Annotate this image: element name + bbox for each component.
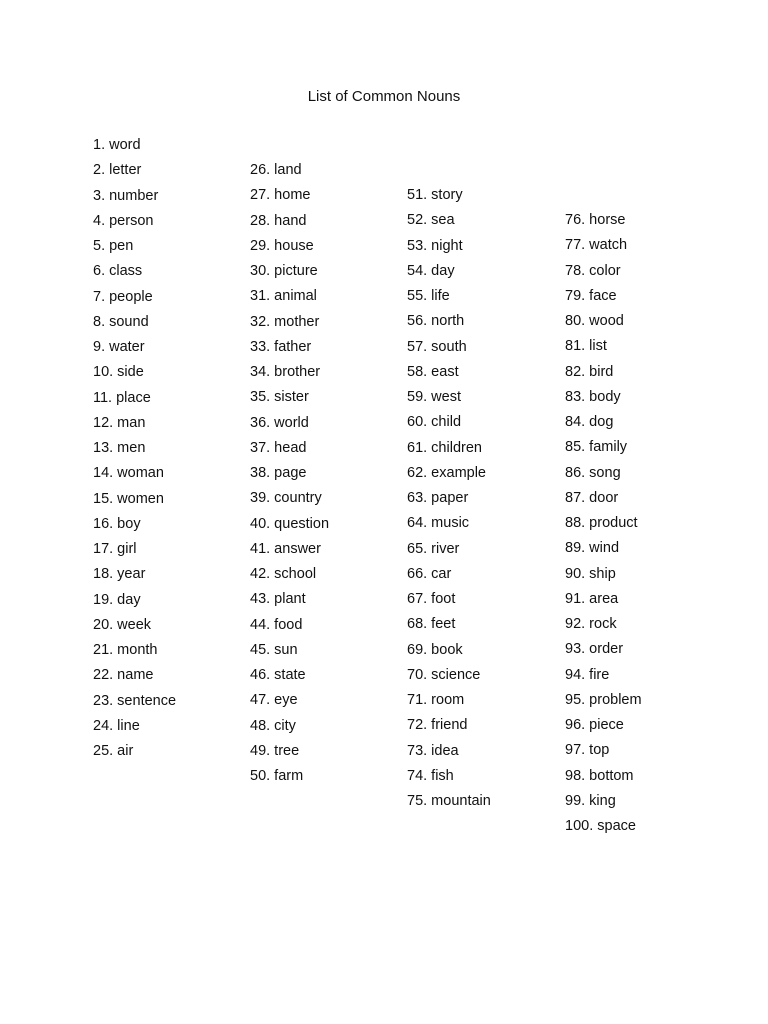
noun-list-item: 51. story [407,187,463,203]
noun-list-item: 35. sister [250,389,309,406]
noun-list-item: 91. area [565,590,619,607]
noun-list-item: 84. dog [565,414,614,430]
noun-list-item: 25. air [93,743,134,759]
noun-list-item: 34. brother [250,364,321,380]
noun-list-item: 94. fire [565,666,610,683]
noun-list-item: 78. color [565,262,621,279]
noun-list-item: 11. place [93,389,151,406]
noun-list-item: 20. week [93,616,152,633]
noun-list-item: 88. product [565,515,638,531]
noun-list-item: 77. watch [565,237,628,254]
noun-list-item: 93. order [565,641,624,658]
noun-list-item: 23. sentence [93,692,177,709]
noun-list-item: 39. country [250,490,322,507]
noun-list-item: 43. plant [250,591,306,608]
noun-list-item: 40. question [250,515,330,532]
noun-list-item: 7. people [93,288,153,305]
noun-list-item: 55. life [407,288,450,304]
noun-list-item: 19. day [93,591,141,608]
noun-list-item: 58. east [407,363,459,380]
noun-list-item: 60. child [407,414,462,431]
noun-list-item: 65. river [407,540,460,557]
noun-list-item: 96. piece [565,717,624,733]
noun-list-item: 32. mother [250,313,320,330]
noun-list-item: 90. ship [565,565,616,582]
noun-list-item: 24. line [93,717,140,734]
noun-list-item: 98. bottom [565,767,634,784]
noun-list-item: 85. family [565,439,628,456]
noun-list-item: 27. home [250,187,311,204]
noun-list-item: 82. bird [565,363,614,380]
noun-list-item: 4. person [93,212,154,229]
noun-list-item: 8. sound [93,313,149,330]
noun-list-item: 69. book [407,641,463,658]
noun-column-3 [407,183,491,814]
noun-list-item: 45. sun [250,641,298,658]
noun-list-item: 16. boy [93,515,141,532]
noun-list-item: 67. foot [407,591,456,607]
noun-list-item: 15. women [93,490,164,507]
noun-list-item: 5. pen [93,238,134,254]
noun-list-item: 57. south [407,338,467,355]
noun-list-item: 31. animal [250,288,317,305]
noun-list-item: 38. page [250,465,307,481]
noun-list-item: 52. sea [407,212,455,229]
noun-list-item: 9. water [93,339,145,355]
noun-list-item: 79. face [565,287,617,304]
noun-list-item: 2. letter [93,162,142,179]
noun-list-item: 30. picture [250,263,318,279]
noun-list-item: 28. hand [250,212,307,229]
noun-list-item: 71. room [407,692,465,708]
noun-list-item: 97. top [565,742,610,759]
noun-list-item: 49. tree [250,742,300,759]
noun-list-item: 6. class [93,263,143,280]
noun-list-item: 13. men [93,440,146,456]
noun-column-1 [93,133,176,764]
noun-list-item: 89. wind [565,540,620,557]
page-title: List of Common Nouns [307,88,461,105]
noun-list-item: 54. day [407,262,455,279]
noun-list-item: 21. month [93,642,158,658]
noun-list-item: 56. north [407,313,465,330]
noun-list-item: 86. song [565,464,621,481]
noun-list-item: 14. woman [93,465,164,482]
noun-list-item: 18. year [93,566,146,583]
noun-list-item: 73. idea [407,742,459,759]
noun-list-item: 12. man [93,414,146,431]
noun-list-item: 46. state [250,667,306,683]
noun-list-item: 80. wood [565,313,624,329]
noun-list-item: 100. space [565,818,636,834]
noun-list-item: 1. word [93,137,141,153]
noun-list-item: 47. eye [250,692,298,709]
noun-list-item: 22. name [93,667,154,684]
noun-list-item: 61. children [407,439,482,456]
noun-list-item: 53. night [407,237,463,254]
noun-column-4 [565,208,642,839]
noun-list-item: 17. girl [93,541,137,557]
noun-list-item: 33. father [250,338,312,355]
noun-list-item: 74. fish [407,767,454,784]
noun-list-item: 76. horse [565,212,626,228]
noun-list-item: 26. land [250,162,302,178]
noun-list-item: 95. problem [565,691,642,708]
noun-list-item: 75. mountain [407,793,491,809]
noun-list-item: 42. school [250,566,317,582]
noun-list-item: 68. feet [407,616,456,633]
noun-list-item: 66. car [407,565,452,582]
noun-list-item: 64. music [407,515,470,532]
noun-list-item: 63. paper [407,490,469,506]
noun-list-item: 48. city [250,717,296,734]
noun-list-item: 70. science [407,666,481,683]
noun-column-2 [250,158,329,789]
noun-list-item: 72. friend [407,717,468,734]
noun-list-item: 83. body [565,388,621,405]
noun-list-item: 81. list [565,338,607,355]
noun-list-item: 92. rock [565,616,617,632]
noun-list-item: 10. side [93,364,144,381]
noun-list-item: 50. farm [250,768,304,784]
noun-list-item: 41. answer [250,540,321,557]
noun-list-item: 44. food [250,616,303,633]
noun-list-item: 37. head [250,439,307,456]
noun-list-item: 62. example [407,464,486,481]
noun-list-item: 3. number [93,187,159,204]
noun-list-item: 59. west [407,389,461,405]
noun-list-item: 99. king [565,792,616,809]
noun-list-item: 87. door [565,489,619,506]
noun-list-item: 36. world [250,414,309,431]
noun-list-item: 29. house [250,237,314,254]
